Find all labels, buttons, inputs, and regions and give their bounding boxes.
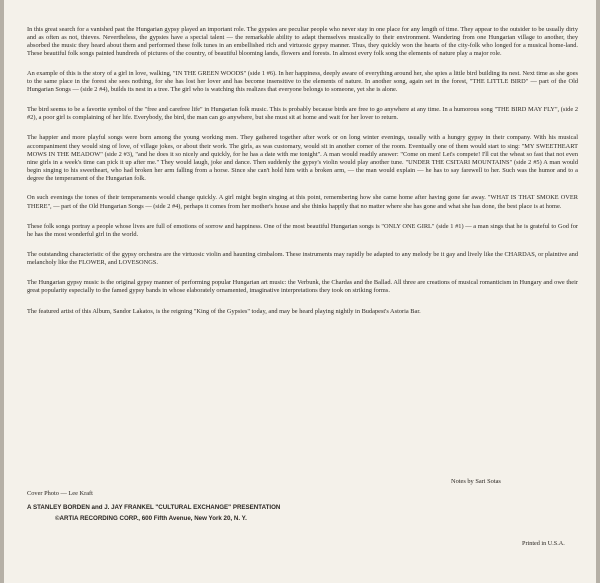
paragraph-emotions: These folk songs portray a people whose lives are full of emotions of sorrow and happiness. One of the most beautiful Hungarian songs is "ONLY ONE GIRL" (side 1 #1) — a man sings that he is grateful to God for he has the most wonderful girl in the world. (27, 222, 578, 238)
paragraph-featured-artist: The featured artist of this Album, Sandor Lakatos, is the reigning "King of the Gypsies" today, and may be heard playing nightly in Budapest's Astoria Bar. (27, 307, 421, 315)
cover-photo-credit: Cover Photo — Lee Kraft (27, 490, 93, 497)
paragraph-playful-songs: The happier and more playful songs were born among the young working men. They gathered together after work or on long winter evenings, usually with a hungry gypsy in their company. With his musical accompaniment they would sing of love, of village jokes, or about their work. The girls, as was customary, would sit in another corner of the room. Eventually one of them would start to sing: "MY SWEETHEART MOWS IN THE MEADOW" (side 2 #3), "and he does it so nicely and quickly, for he has a date with me tonight". A man would readily answer: "Come on men! Let's compete! I'll cut the wheat so fast that not even nine girls in a week's time can pick it up after me." They would laugh, joke and dance. Then suddenly the gypsy's violin would play another tune. "UNDER THE CSITARI MOUNTAINS" (side 2 #5) A man would begin singing to his sweetheart, who had broken her arm falling from a horse. Since she can't hold him with a broken arm, — the man would explain — he has to say farewell to her. Such was the humor and to a degree the temperament of the Hungarian folk. (27, 134, 578, 183)
copyright-line: ©ARTIA RECORDING CORP., 600 Fifth Avenue, New York 20, N. Y. (55, 515, 247, 522)
printed-in-usa: Printed in U.S.A. (522, 540, 565, 547)
liner-notes-body (27, 26, 578, 316)
left-edge (0, 0, 4, 583)
credits-block (27, 502, 578, 524)
paragraph-green-woods: An example of this is the story of a girl in love, walking, "IN THE GREEN WOODS" (side 1 #6). In her happiness, deeply aware of everything around her, she spies a little bird building its nest. Next time as she goes to the same place in the forest she sees nothing, for she has lost her lover and has become insensitive to the elements of nature. In another song, again set in the forest, "THE LITTLE BIRD" — part of the Old Hungarian Songs — (side 2 #4), builds its nest in a tree. The girl who is watching this realizes that everyone belongs to someone, yet she is alone. (27, 69, 578, 93)
paragraph-bird-symbol: The bird seems to be a favorite symbol of the "free and carefree life" in Hungarian folk music. This is probably because birds are free to go anywhere at any time. In a humorous song "THE BIRD MAY FLY", (side 2 #2), a poor girl is complaining of her life. Everybody, the bird, the man can go anywhere, but she must sit at home and wait for her lover to return. (27, 106, 578, 122)
presentation-credit: A STANLEY BORDEN and J. JAY FRANKEL "CULTURAL EXCHANGE" PRESENTATION (27, 504, 281, 511)
paragraph-gypsy-music: The Hungarian gypsy music is the original gypsy manner of performing popular Hungarian art music: the Verbunk, the Chardas and the Ballad. All three are creations of musical romanticism in Hungary and owe their great popularity especially to the famed gypsy bands in whose elaborately ornamented, imaginative interpretations they took on striking forms. (27, 279, 578, 295)
right-edge (596, 0, 600, 583)
paragraph-orchestra: The outstanding characteristic of the gypsy orchestra are the virtuosic violin and haunting cimbalom. These instruments may rapidly be adapted to any melody be it gay and lively like the CHARDAS, or plaintive and melancholy like the FLOWER, and LOVESONGS. (27, 250, 578, 267)
notes-credit: Notes by Sari Sotas (451, 478, 501, 485)
paragraph-evenings: On such evenings the tones of their temperaments would change quickly. A girl might begin singing at this point, remembering how she came home after having gone far away. "WHAT IS THAT SMOKE OVER THERE", — part of the Old Hungarian Songs — (side 2 #4), perhaps it comes from her mother's house and she thinks happily that no matter where she has gone and what she has done, the best place is at home. (27, 194, 578, 210)
paragraph-intro: In this great search for a vanished past the Hungarian gypsy played an important role. The gypsies are peculiar people who never stay in one place for any length of time. They appear to the outsider to be usually dirty and as often as not, thieves. Nevertheless, the gypsies have a special talent — the remarkable ability to adapt themselves musically to their environment. Wandering from one Hungarian village to another, they absorbed the music they heard about them and performed these folk tunes in an embellished rich and virtuosic gypsy manner. Thus, they quickly won the hearts of the city-folk who longed for a musical home-land. These beautiful folk songs painted hundreds of pictures of the country, of beautiful blooming lands, flowers and forests. In almost every folk song the elements of nature play a major role. (27, 26, 578, 58)
